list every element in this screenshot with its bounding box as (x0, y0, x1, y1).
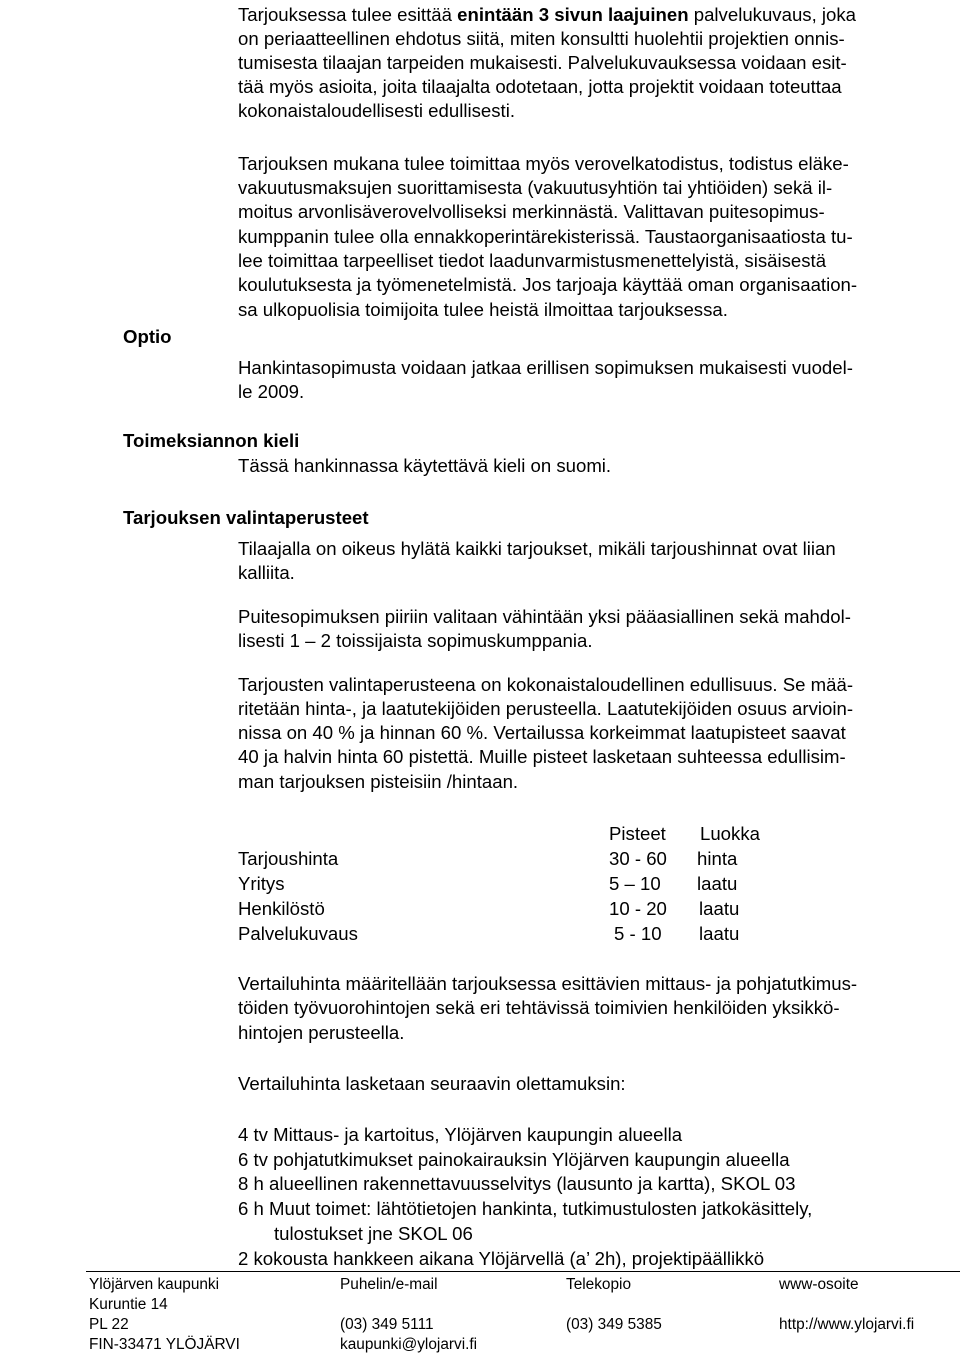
valinta-line: Tilaajalla on oikeus hylätä kaikki tarjoukset, mikäli tarjoushinnat ovat liian (238, 538, 836, 559)
score-table-name: Tarjoushinta (238, 848, 339, 869)
score-table-points: 10 - 20 (609, 898, 667, 919)
assumption-item: 4 tv Mittaus- ja kartoitus, Ylöjärven kaupungin alueella (238, 1124, 683, 1145)
score-table-points: 5 - 10 (614, 923, 662, 944)
intro-line-5: kokonaistaloudellisesti edullisesti. (238, 100, 515, 121)
footer-email[interactable]: kaupunki@ylojarvi.fi (340, 1336, 478, 1353)
vertailu-line: hintojen perusteella. (238, 1022, 405, 1043)
valinta-line: Puitesopimuksen piiriin valitaan vähintään yksi pääasiallinen sekä mahdol- (238, 606, 851, 627)
assumption-item: 6 tv pohjatutkimukset painokairauksin Ylöjärven kaupungin alueella (238, 1149, 790, 1170)
assumption-item-continuation: tulostukset jne SKOL 06 (274, 1223, 473, 1244)
kieli-heading: Toimeksiannon kieli (123, 430, 300, 451)
valinta-line: man tarjouksen pisteisiin /hintaan. (238, 771, 519, 792)
tarjous-line: vakuutusmaksujen suorittamisesta (vakuutusyhtiön tai yhtiöiden) sekä il- (238, 177, 833, 198)
footer-web-link[interactable]: http://www.ylojarvi.fi (779, 1316, 915, 1333)
valinta-line: kalliita. (238, 562, 295, 583)
intro-line-3: tumisesta tilaajan tarpeiden mukaisesti. Palvelukuvauksessa voidaan esit- (238, 52, 847, 73)
assumption-item: 2 kokousta hankkeen aikana Ylöjärvellä (a’ 2h), projektipäällikkö (238, 1248, 765, 1269)
valinta-line: Tarjousten valintaperusteena on kokonaistaloudellinen edullisuus. Se mää- (238, 674, 854, 695)
assumption-item: 6 h Muut toimet: lähtötietojen hankinta, tutkimustulosten jatkokäsittely, (238, 1198, 813, 1219)
score-table-name: Palvelukuvaus (238, 923, 358, 944)
vertailu-line: Vertailuhinta määritellään tarjouksessa esittävien mittaus- ja pohjatutkimus- (238, 973, 858, 994)
valinta-line: nissa on 40 % ja hinnan 60 %. Vertailussa korkeimmat laatupisteet saavat (238, 722, 846, 743)
score-table-header-luokka: Luokka (700, 823, 760, 844)
intro-line-1: Tarjouksessa tulee esittää enintään 3 sivun laajuinen palvelukuvaus, joka (238, 4, 857, 25)
kieli-text: Tässä hankinnassa käytettävä kieli on suomi. (238, 455, 612, 476)
intro-line-2: on periaatteellinen ehdotus siitä, miten konsultti huolehtii projektien onnis- (238, 28, 845, 49)
optio-line: le 2009. (238, 381, 305, 402)
score-table-class: hinta (697, 848, 738, 869)
intro-line-4: tää myös asioita, joita tilaajalta odotetaan, jotta projektit voidaan toteuttaa (238, 76, 842, 97)
tarjous-line: Tarjouksen mukana tulee toimittaa myös verovelkatodistus, todistus eläke- (238, 153, 849, 174)
footer-org-postcode: FIN-33471 YLÖJÄRVI (89, 1336, 240, 1353)
footer-phone-label: Puhelin/e-mail (340, 1276, 438, 1293)
vertailu-paragraph-2: Vertailuhinta lasketaan seuraavin olettamuksin: (238, 1073, 626, 1094)
optio-label: Optio (123, 326, 172, 347)
valinta-heading: Tarjouksen valintaperusteet (123, 507, 369, 528)
footer-fax-label: Telekopio (566, 1276, 632, 1293)
optio-line: Hankintasopimusta voidaan jatkaa erillisen sopimuksen mukaisesti vuodel- (238, 357, 853, 378)
footer-org-pobox: PL 22 (89, 1316, 129, 1333)
assumption-item: 8 h alueellinen rakennettavuusselvitys (lausunto ja kartta), SKOL 03 (238, 1173, 796, 1194)
valinta-line: ritetään hinta-, ja laatutekijöiden perusteella. Laatutekijöiden osuus arvioin- (238, 698, 854, 719)
score-table-class: laatu (699, 898, 740, 919)
tarjous-line: sa ulkopuolisia toimijoita tulee heistä ilmoittaa tarjouksessa. (238, 299, 728, 320)
footer-fax-number: (03) 349 5385 (566, 1316, 662, 1333)
footer-org-name: Ylöjärven kaupunki (89, 1276, 220, 1293)
score-table-name: Henkilöstö (238, 898, 325, 919)
valinta-line: 40 ja halvin hinta 60 pistettä. Muille pisteet lasketaan suhteessa edullisim- (238, 746, 846, 767)
footer-org-street: Kuruntie 14 (89, 1296, 168, 1313)
intro-emphasis: enintään 3 sivun laajuinen (457, 4, 689, 25)
score-table-header-pisteet: Pisteet (609, 823, 666, 844)
tarjous-line: koulutuksesta ja työmenetelmistä. Jos tarjoaja käyttää oman organisaation- (238, 274, 858, 295)
tarjous-line: moitus arvonlisäverovelvolliseksi merkinnästä. Valittavan puitesopimus- (238, 201, 825, 222)
vertailu-line: töiden työvuorohintojen sekä eri tehtävissä toimivien henkilöiden yksikkö- (238, 997, 840, 1018)
footer-phone-number: (03) 349 5111 (340, 1316, 434, 1333)
valinta-line: lisesti 1 – 2 toissijaista sopimuskumppania. (238, 630, 593, 651)
tarjous-line: kumppanin tulee olla ennakkoperintärekisterissä. Taustaorganisaatiosta tu- (238, 226, 853, 247)
score-table-class: laatu (699, 923, 740, 944)
footer-web-label: www-osoite (779, 1276, 859, 1293)
score-table-name: Yritys (238, 873, 285, 894)
score-table-points: 5 – 10 (609, 873, 661, 894)
score-table-points: 30 - 60 (609, 848, 667, 869)
tarjous-line: lee toimittaa tarpeelliset tiedot laadunvarmistusmenettelyistä, sisäisestä (238, 250, 827, 271)
footer-divider (86, 1271, 960, 1272)
score-table-class: laatu (697, 873, 738, 894)
